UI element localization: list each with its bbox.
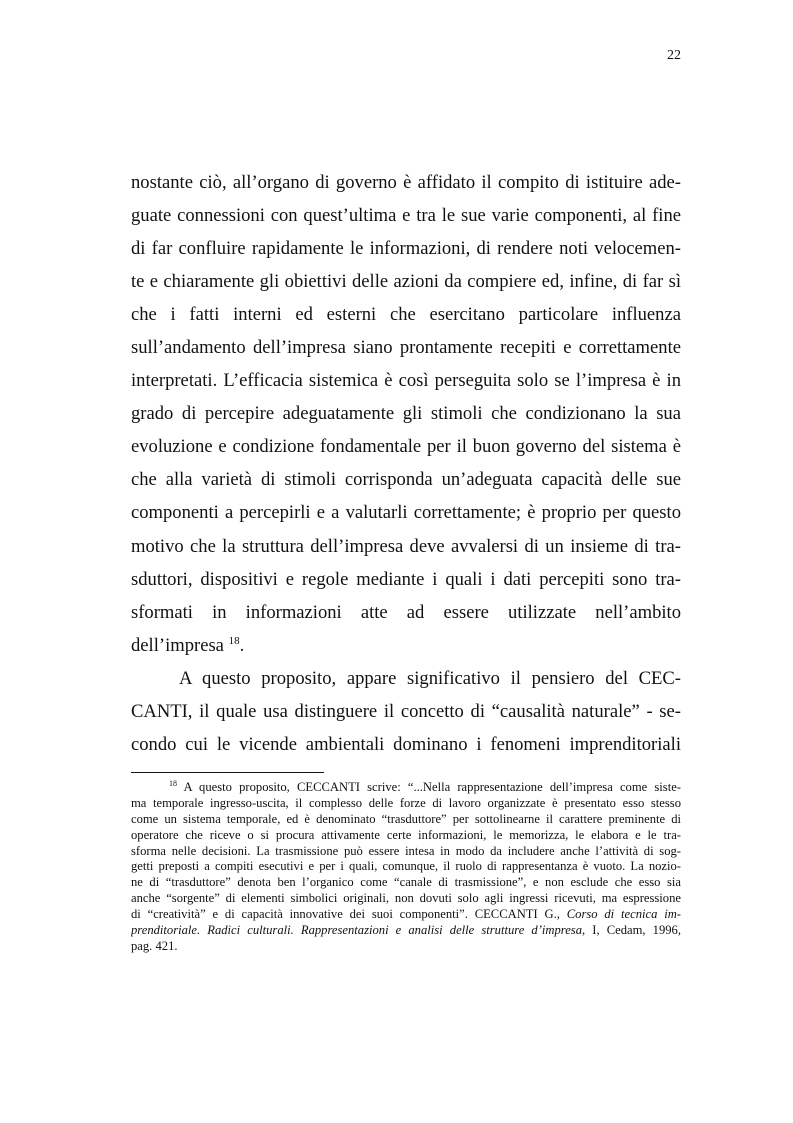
body-line: che i fatti interni ed esterni che esercitano particolare influenza — [131, 304, 681, 326]
footnote-number: 18 — [169, 780, 177, 788]
footnote-line: anche “sorgente” di elementi simbolici originali, non dovuti solo agli ingressi ricevuti, ma espressione — [131, 891, 681, 906]
body-line-end: . — [239, 634, 245, 656]
body-line-last — [131, 629, 681, 662]
paragraph-line: A questo proposito, appare significativo il pensiero del CEC- — [179, 667, 681, 689]
body-text — [131, 166, 681, 761]
body-line: evoluzione e condizione fondamentale per il buon governo del sistema è — [131, 436, 681, 458]
footnote-line: getti preposti a compiti esecutivi e per i quali, comunque, il ruolo di rappresentanza è vuoto. La nozio- — [131, 859, 681, 874]
paragraph-line: CANTI, il quale usa distinguere il concetto di “causalità naturale” - se- — [131, 700, 681, 722]
page-number: 22 — [667, 48, 681, 63]
body-line: grado di percepire adeguatamente gli stimoli che condizionano la sua — [131, 403, 681, 425]
footnote-line: pag. 421. — [131, 938, 178, 953]
citation-title: prenditoriale. Radici culturali. Rappresentazioni e analisi delle strutture d’impresa — [131, 923, 582, 938]
body-line: sduttori, dispositivi e regole mediante i quali i dati percepiti sono tra- — [131, 568, 681, 590]
paragraph-line: condo cui le vicende ambientali dominano i fenomeni imprenditoriali — [131, 733, 681, 755]
body-line: componenti a percepirli e a valutarli correttamente; è proprio per questo — [131, 502, 681, 524]
citation-title: Corso di tecnica im- — [566, 907, 681, 922]
footnote-line-text: di “creatività” e di capacità innovative dei suoi componenti”. CECCANTI G., — [131, 907, 567, 922]
footnote — [131, 780, 681, 955]
footnote-line: ne di “trasduttore” denota ben l’organico come “canale di trasmissione”, e non esclude che esso sia — [131, 875, 681, 890]
body-line: te e chiaramente gli obiettivi delle azioni da compiere ed, infine, di far sì — [131, 271, 681, 293]
body-line: sformati in informazioni atte ad essere utilizzate nell’ambito — [131, 601, 681, 623]
citation-details: , I, Cedam, 1996, — [582, 923, 681, 938]
footnote-reference[interactable]: 18 — [228, 634, 240, 647]
footnote-line-text: A questo proposito, CECCANTI scrive: “...Nella rappresentazione dell’impresa come siste- — [183, 780, 681, 794]
body-line: sull’andamento dell’impresa siano prontamente recepiti e correttamente — [131, 337, 681, 359]
footnote-line — [131, 923, 681, 939]
body-line: nostante ciò, all’organo di governo è affidato il compito di istituire ade- — [131, 172, 681, 193]
body-line-text: dell’impresa — [131, 634, 229, 656]
body-line: guate connessioni con quest’ultima e tra le sue varie componenti, al fine — [131, 205, 681, 227]
footnote-line — [131, 780, 681, 796]
footnote-divider — [131, 772, 324, 773]
body-line: motivo che la struttura dell’impresa deve avvalersi di un insieme di tra- — [131, 535, 681, 557]
body-line: che alla varietà di stimoli corrisponda un’adeguata capacità delle sue — [131, 469, 681, 491]
footnote-line: ma temporale ingresso-uscita, il complesso delle forze di lavoro organizzate è presentato esso stesso — [131, 795, 681, 810]
footnote-line: operatore che riceve o si procura attivamente certe informazioni, le memorizza, le elabora e le tra- — [131, 827, 681, 842]
footnote-line: come un sistema temporale, ed è denominato “trasduttore” per sottolinearne il carattere preminente di — [131, 811, 681, 826]
footnote-line — [131, 907, 681, 923]
body-line: di far confluire rapidamente le informazioni, di rendere noti velocemen- — [131, 238, 681, 260]
body-line: interpretati. L’efficacia sistemica è così perseguita solo se l’impresa è in — [131, 370, 681, 392]
footnote-line: sforma nelle decisioni. La trasmissione può essere intesa in modo da includere anche l’attività di sog- — [131, 843, 681, 858]
